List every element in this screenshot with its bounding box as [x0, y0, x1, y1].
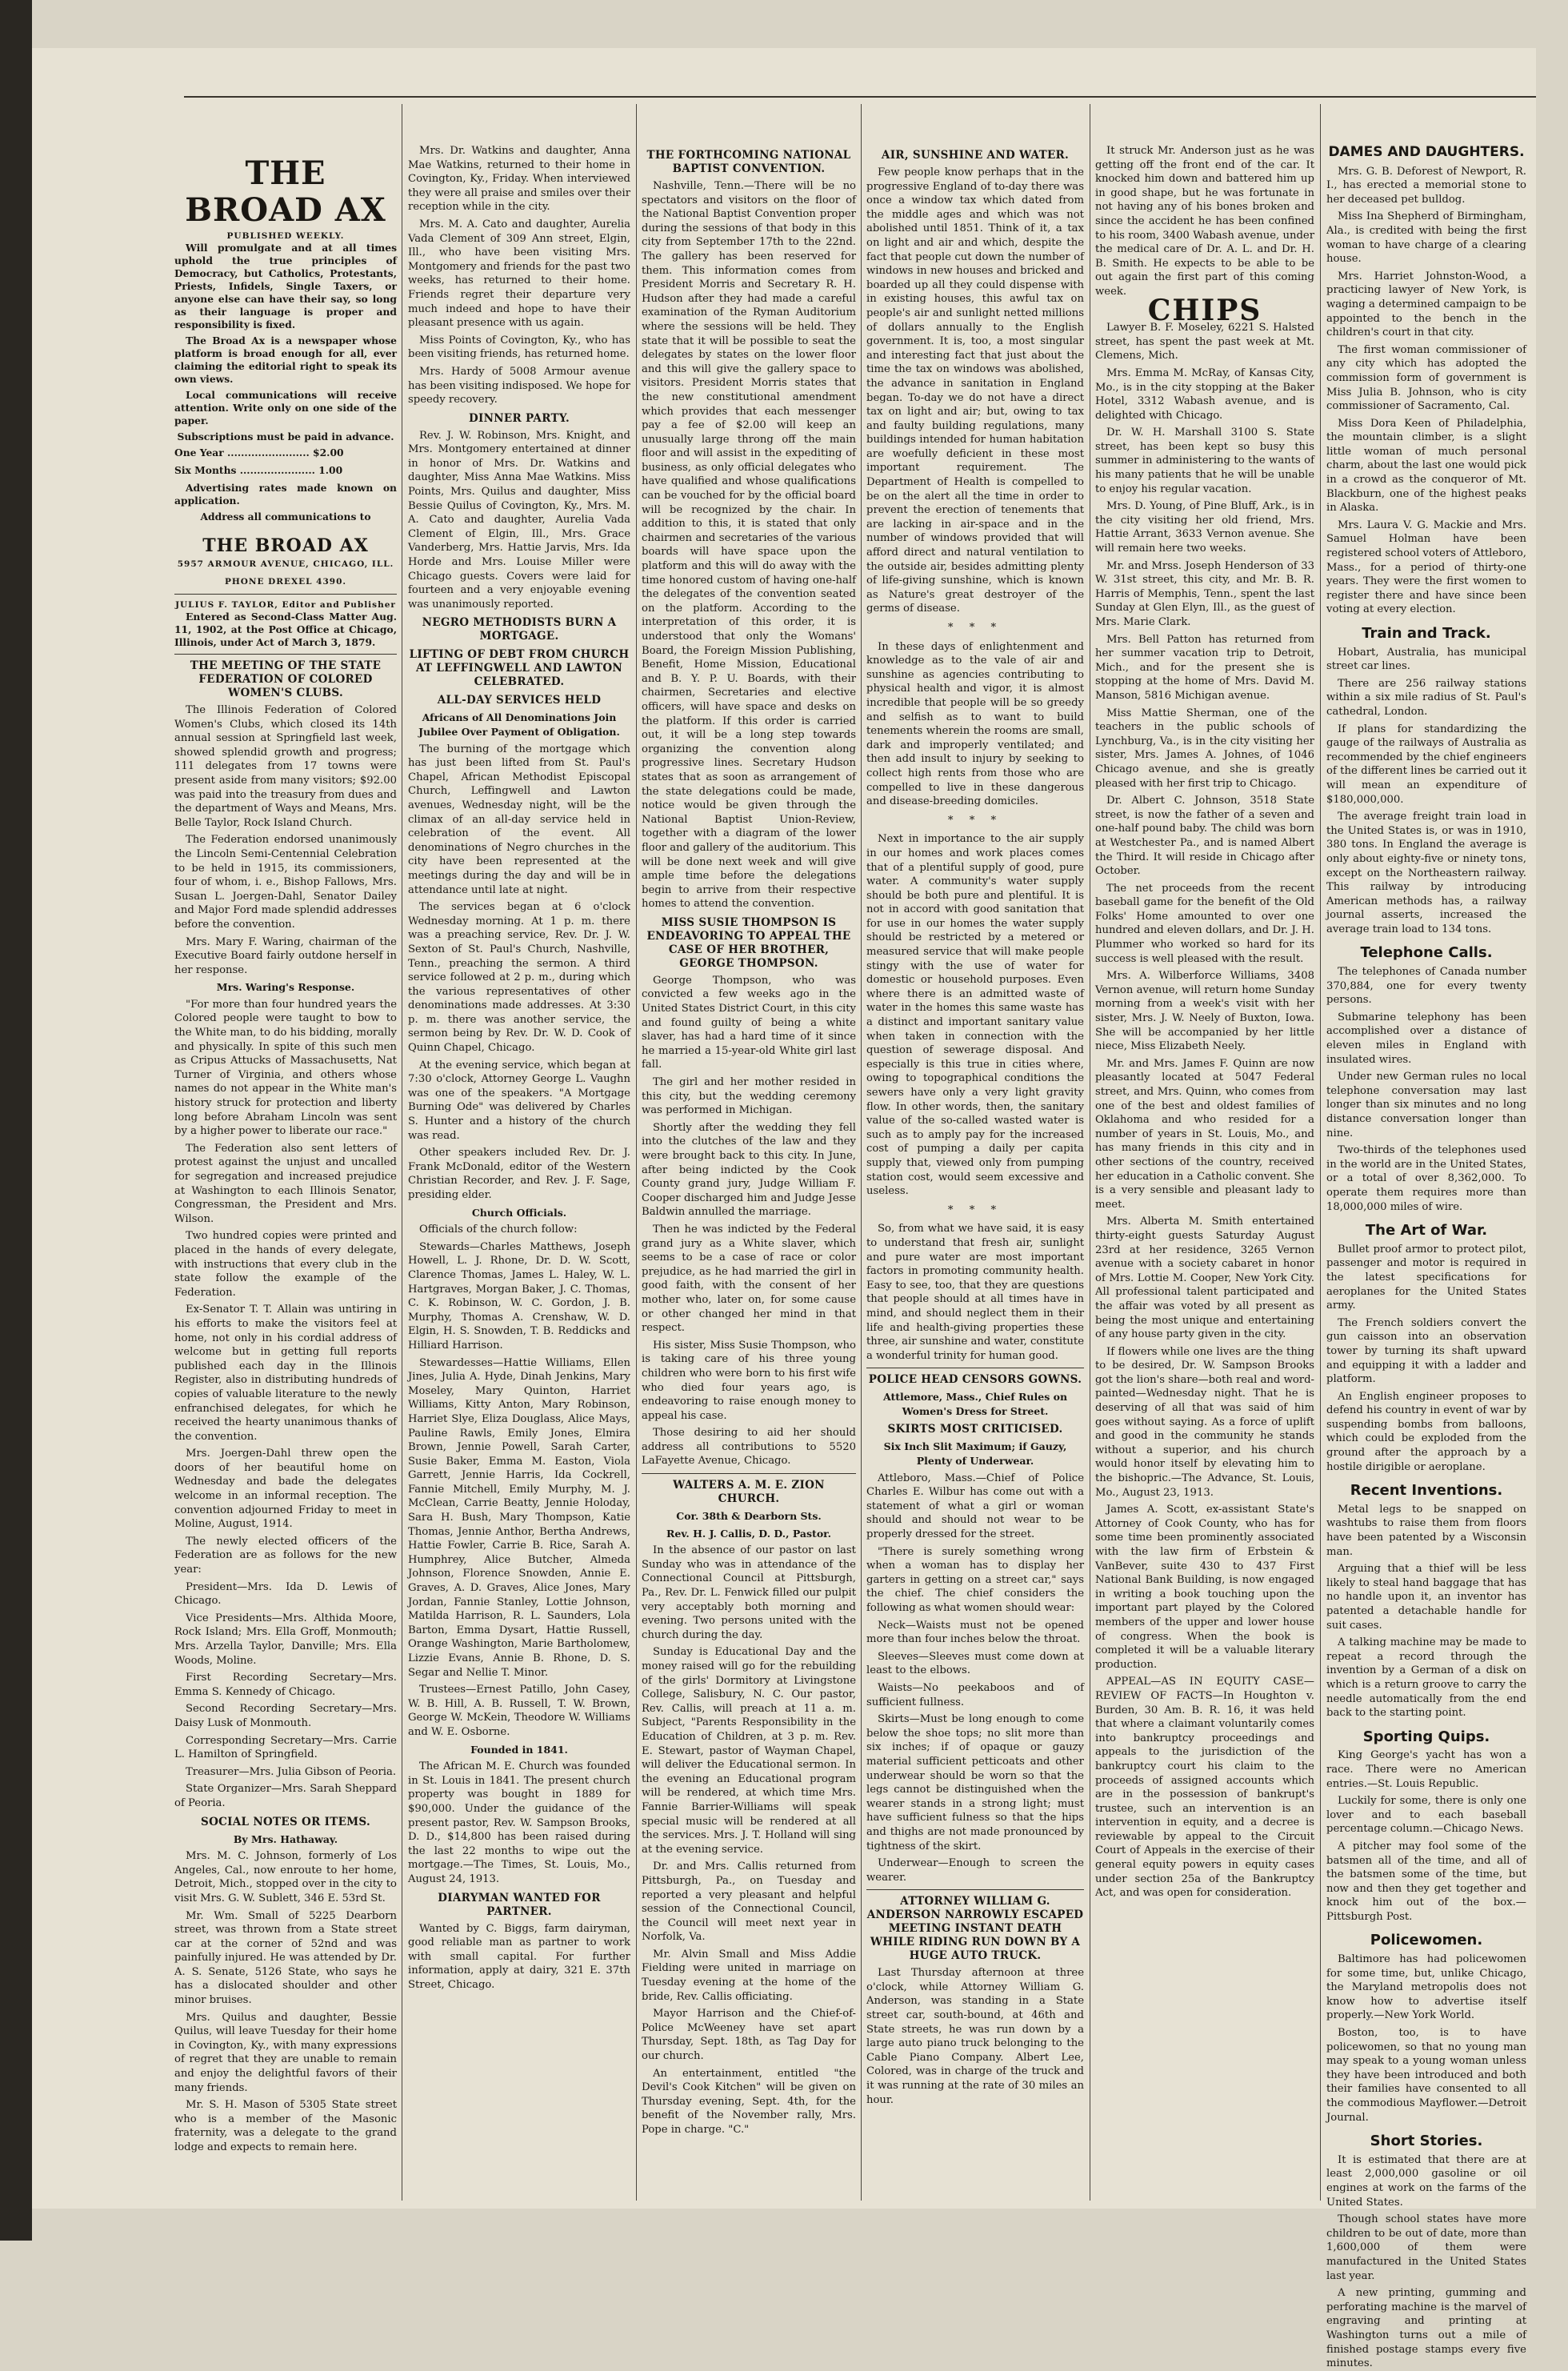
binding-gutter — [0, 0, 32, 2241]
headline-telephone-calls: Telephone Calls. — [1360, 944, 1493, 962]
paragraph: APPEAL—AS IN EQUITY CASE—REVIEW OF FACTS—In Houghton v. Burden, 30 Am. B. R. 16, it was held that where a claimant voluntarily comes into bankruptcy proceedings and appeals to the jurisdiction of the bankruptcy court his claim to the proceeds of assigned accounts which are in the possession of bankrupt's trustee, such an intervention is an intervention in equity, and a decree is reviewable by appeal to the Circuit Court of Appeals in the exercise of their general equity powers in equity cases under section 25a of the Bankruptcy Act, and was open for consideration. — [1095, 1676, 1314, 1900]
paragraph: In the absence of our pastor on last Sunday who was in attendance of the Connectional Council at Pittsburgh, Pa., Rev. Dr. L. Fenwick filled our pulpit very acceptably both morning and evening. Two persons united with the church during the day. — [642, 1544, 856, 1641]
paragraph: Baltimore has had policewomen for some time, but, unlike Chicago, the Maryland metropolis does not know how to advertise itself properly.—New York World. — [1326, 1953, 1526, 2022]
paragraph: The Illinois Federation of Colored Women's Clubs, which closed its 14th annual session at Springfield last week, showed splendid growth and progress; 111 delegates from 17 towns were present aside from many visitors; $92.00 was paid into the treasury from dues and the department of Ways and Means, Mrs. Belle Taylor, Rock Island Church. — [174, 704, 397, 829]
masthead-title: THE BROAD AX — [185, 154, 386, 229]
paragraph: King George's yacht has won a race. There were no American entries.—St. Louis Republic. — [1326, 1749, 1526, 1790]
column-rule — [861, 104, 862, 2201]
paragraph: Mrs. Emma M. McRay, of Kansas City, Mo., is in the city stopping at the Baker Hotel, 3312 Wabash avenue, and is delighted with Chicago. — [1095, 366, 1314, 422]
officer-line: Treasurer—Mrs. Julia Gibson of Peoria. — [186, 1765, 397, 1778]
paragraph: An entertainment, entitled "the Devil's Cook Kitchen" will be given on Thursday evening, Sept. 4th, for the benefit of the November rally, Mrs. Pope in charge. "C." — [642, 2067, 856, 2136]
headline-sporting-quips: Sporting Quips. — [1362, 1728, 1490, 1745]
masthead-address-all: Address all communications to — [200, 511, 371, 523]
paragraph: Attleboro, Mass.—Chief of Police Charles E. Wilbur has come out with a statement of what a girl or woman should and should not wear to be properly dressed for the street. — [866, 1472, 1084, 1541]
masthead-name: THE BROAD AX — [202, 535, 369, 556]
paragraph: Dr. and Mrs. Callis returned from Pittsburgh, Pa., on Tuesday and reported a very pleasant and helpful session of the Connectional Council, the Council will meet next year in Norfolk, Va. — [642, 1860, 856, 1944]
paragraph: The average freight train load in the United States is, or was in 1910, 380 tons. In England the average is only about eighty-five or ninety tons, except on the Northeastern railway. This railway by introducing American methods has, a railway journal asserts, increased the average train load to 134 tons. — [1326, 811, 1526, 935]
paragraph: Mrs. Quilus and daughter, Bessie Quilus, will leave Tuesday for their home in Covington, Ky., with many expressions of regret that they are unable to remain and enjoy the delightful favors of their many friends. — [174, 2011, 397, 2094]
paragraph: The girl and her mother resided in this city, but the wedding ceremony was performed in Michigan. — [642, 1076, 856, 1117]
paragraph: If plans for standardizing the gauge of the railways of Australia as recommended by the chief engineers of the different lines be carried out it will mean an expenditure of $180,000,000. — [1326, 723, 1526, 806]
paragraph: Dr. Albert C. Johnson, 3518 State street, is now the father of a seven and one-half pound baby. The child was born at Westchester Pa., and is named Albert the Third. It will reside in Chicago after October. — [1095, 795, 1314, 878]
paragraph: Ex-Senator T. T. Allain was untiring in his efforts to make the visitors feel at home, not only in his cordial address of welcome but in getting full reports published each day in the Illinois Register, also in distributing hundreds of copies of valuable literature to the newly enfranchised delegates, for which he received the hearty unanimous thanks of the convention. — [174, 1304, 397, 1443]
paragraph: Underwear—Enough to screen the wearer. — [866, 1857, 1084, 1884]
subhead-walters-address: Cor. 38th & Dearborn Sts. — [676, 1510, 822, 1523]
masthead-six-months: Six Months ...................... 1.00 — [174, 464, 343, 476]
paragraph: Mr. S. H. Mason of 5305 State street who is a member of the Masonic fraternity, was a delegate to the grand lodge and expects to remain here. — [174, 2099, 397, 2153]
paragraph: The French soldiers convert the gun caisson into an observation tower by turning its shaft upward and equipping it with a ladder and platform. — [1326, 1316, 1526, 1386]
headline-walters-church: WALTERS A. M. E. ZION CHURCH. — [673, 1479, 825, 1506]
paragraph: Waists—No peekaboos and of sufficient fullness. — [866, 1681, 1084, 1708]
paragraph: Lawyer B. F. Moseley, 6221 S. Halsted street, has spent the past week at Mt. Clemens, Mich. — [1095, 322, 1314, 362]
column-2 — [408, 144, 630, 2217]
paragraph: Mrs. M. C. Johnson, formerly of Los Angeles, Cal., now enroute to her home, Detroit, Mich., stopped over in the city to visit Mrs. G. W. Sublett, 346 E. 53rd St. — [174, 1850, 397, 1904]
masthead-advertising: Advertising rates made known on application. — [174, 482, 397, 507]
paragraph: A talking machine may be made to repeat a record through the invention by a German of a disk on which is a return groove to carry the needle automatically from the end back to the starting point. — [1326, 1636, 1526, 1720]
paragraph: Other speakers included Rev. Dr. J. Frank McDonald, editor of the Western Christian Recorder, and Rev. J. F. Sage, presiding elder. — [408, 1147, 630, 1201]
column-3 — [642, 144, 856, 2217]
paragraph: The Federation also sent letters of protest against the unjust and uncalled for segregation and increased prejudice at Washington to each Illinois Senator, Congressman, the President and Mrs. Wilson. — [174, 1142, 397, 1225]
divider — [642, 1473, 856, 1474]
officer-line: State Organizer—Mrs. Sarah Sheppard of Peoria. — [174, 1783, 397, 1809]
paragraph: Wanted by C. Biggs, farm dairyman, good reliable man as partner to work with small capital. For further information, apply at dairy, 321 E. 37th Street, Chicago. — [408, 1922, 630, 1991]
paragraph: Mayor Harrison and the Chief-of-Police McWeeney have set apart Thursday, Sept. 18th, as Tag Day for our church. — [642, 2008, 856, 2063]
paragraph: Officials of the church follow: — [419, 1224, 578, 1236]
paragraph: Two hundred copies were printed and placed in the hands of every delegate, with instructions that every club in the state follow the example of the Federation. — [174, 1230, 397, 1299]
headline-recent-inventions: Recent Inventions. — [1350, 1482, 1503, 1500]
masthead-platform: The Broad Ax is a newspaper whose platform is broad enough for all, ever claiming the editorial right to speak its own views. — [174, 334, 397, 385]
officer-line: Second Recording Secretary—Mrs. Daisy Lusk of Monmouth. — [174, 1703, 397, 1729]
paragraph: Mr. Alvin Small and Miss Addie Fielding were united in marriage on Tuesday evening at the home of the bride, Rev. Callis officiating. — [642, 1948, 856, 2003]
paragraph: "There is surely something wrong when a woman has to display her garters in getting on a street car," says the chief. The chief considers the following as what women should wear: — [866, 1545, 1084, 1614]
paragraph: Luckily for some, there is only one lover and to each baseball percentage column.—Chicago News. — [1326, 1795, 1526, 1836]
subhead-africans: Africans of All Denominations Join Jubilee Over Payment of Obligation. — [418, 711, 620, 738]
paragraph: Though school states have more children to be out of date, more than 1,600,000 of them were manufactured in the United States last year. — [1326, 2213, 1526, 2282]
paragraph: So, from what we have said, it is easy to understand that fresh air, sunlight and pure water are most important factors in promoting community health. Easy to see, too, that they are questions that people should at all times have in mind, and should neglect them in their life and health-giving properties these three, air sunshine and water, constitute a wonderful trinity for human good. — [866, 1223, 1084, 1362]
subhead-response: Mrs. Waring's Response. — [216, 981, 355, 994]
column-rule — [636, 104, 637, 2201]
header-rule — [184, 96, 1536, 98]
paragraph: Next in importance to the air supply in our homes and work places comes that of a plentiful supply of good, pure water. A community's water supply should be both pure and plentiful. It is not in accord with good sanitation that for use in our homes the water supply should be restricted by a metered or measured service that will make people stingy with the use of water for domestic or household purposes. Even where there is an admitted waste of water in the homes this same waste has a distinct and important sanitary value when taken in connection with the question of sewerage disposal. And especially is this true in cities where, owing to topographical conditions the sewers have only a very light gravity flow. In other words, then, the sanitary value of the so-called wasted water is such as to amply pay for the increased cost of pumping a daily per capita supply that, viewed only from pumping station cost, would seem excessive and useless. — [866, 833, 1084, 1198]
paragraph: Mrs. Mary F. Waring, chairman of the Executive Board fairly outdone herself in her response. — [174, 935, 397, 976]
subhead-social: By Mrs. Hathaway. — [233, 1832, 338, 1845]
paragraph: In these days of enlightenment and knowledge as to the vale of air and sunshine as agencies contributing to physical health and vigor, it is almost incredible that people will be so greedy and selfish as to want to build tenements wherein the rooms are small, dark and improperly ventilated; and then add insult to injury by seeking to collect high rents from those who are compelled to live in these dangerous and disease-breeding domiciles. — [866, 640, 1084, 808]
paragraph: Mr. and Mrss. Joseph Henderson of 33 W. 31st street, this city, and Mr. B. R. Harris of Memphis, Tenn., spent the last Sunday at Glen Elyn, Ill., as the guest of Mrs. Marie Clark. — [1095, 559, 1314, 628]
masthead-editor: JULIUS F. TAYLOR, Editor and Publisher — [175, 600, 396, 610]
paragraph: A new printing, gumming and perforating machine is the marvel of engraving and printing at Washington turns out a mile of finished postage stamps every five minutes. — [1326, 2287, 1526, 2370]
masthead-one-year: One Year ........................ $2.00 — [174, 447, 344, 459]
headline-police-gowns: POLICE HEAD CENSORS GOWNS. — [868, 1373, 1082, 1387]
headline-federation: THE MEETING OF THE STATE FEDERATION OF COLORED WOMEN'S CLUBS. — [190, 659, 382, 699]
headline-dinner: DINNER PARTY. — [468, 411, 570, 425]
paragraph: Arguing that a thief will be less likely to steal hand baggage that has no handle upon it, an inventor has patented a detachable handle for suit cases. — [1326, 1563, 1526, 1632]
paragraph: The services began at 6 o'clock Wednesday morning. At 1 p. m. there was a preaching service, Rev. Dr. J. W. Sexton of St. Paul's Church, Nashville, Tenn., preaching the sermon. A third service followed at 2 p. m., during which the various representatives of other denominations made addresses. At 3:30 p. m. there was another service, the sermon being by Rev. Dr. W. D. Cook of Quinn Chapel, Chicago. — [408, 901, 630, 1055]
column-1 — [174, 144, 397, 2217]
paragraph: His sister, Miss Susie Thompson, who is taking care of his three young children who were born to his first wife who died four years ago, is endeavoring to raise enough money to appeal his case. — [642, 1339, 856, 1422]
headline-dames-daughters: DAMES AND DAUGHTERS. — [1328, 144, 1525, 160]
paragraph: Mrs. Alberta M. Smith entertained thirty-eight guests Saturday August 23rd at her residence, 3265 Vernon avenue with a society cabaret in honor of Mrs. Lottie M. Cooper, New York City. All professional talent participated and the affair was voted by all present as being the most unique and entertaining of any house party given in the city. — [1095, 1216, 1314, 1341]
divider — [866, 1889, 1084, 1890]
paragraph: The telephones of Canada number 370,884, one for every twenty persons. — [1326, 966, 1526, 1007]
paragraph: Skirts—Must be long enough to come below the shoe tops; no slit more than six inches; if of opaque or gauzy material sufficient petticoats and other underwear should be worn so that the legs cannot be distinguished when the wearer stands in a strong light; must have sufficient fulness so that the hips and thighs are not made pronounced by tightness of the skirt. — [866, 1713, 1084, 1852]
paragraph: Nashville, Tenn.—There will be no spectators and visitors on the floor of the National Baptist Convention proper during the sessions of that body in this city from September 17th to the 22nd. The gallery has been reserved for them. This information comes from President Morris and Secretary R. H. Hudson after they had made a careful examination of the Ryman Auditorium where the sessions will be held. They state that it will be possible to seat the delegates by states on the lower floor and this will give the gallery space to visitors. President Morris states that the new constitutional amendment which provides that each messenger pay a fee of $2.00 will keep an unusually large throng off the main floor and will assist in the expediting of business, as only official delegates who have qualified and whose qualifications can be vouched for by the official board will be recognized by the chair. In addition to this, it is stated that only chairmen and secretaries of the various boards will have space upon the platform and this will do away with the time honored custom of having one-half the delegates of the convention seated on the platform. According to the interpretation of this order, it is understood that only the Womans' Board, the Foreign Mission Publishing, Benefit, Home Mission, Educational and B. Y. P. U. Boards, with their chairmen, Secretaries and elective officers, will have space and desks on the platform. If this order is carried out, it will be a long step towards organizing the convention along progressive lines. Secretary Hudson states that as soon as arrangement of the state delegations could be made, notice would be given through the National Baptist Union-Review, together with a diagram of the lower floor and gallery of the auditorium. This will be done next week and will give ample time before the delegations begin to arrive from their respective homes to attend the convention. — [642, 180, 856, 911]
paragraph: Shortly after the wedding they fell into the clutches of the law and they were brought back to this city. In June, after being indicted by the Cook County grand jury, Judge William F. Cooper discharged him and Judge Jesse Baldwin annulled the marriage. — [642, 1121, 856, 1219]
officer-line: Vice Presidents—Mrs. Althida Moore, Rock Island; Mrs. Ella Groff, Monmouth; Mrs. Arzella Taylor, Danville; Mrs. Ella Woods, Moline. — [174, 1612, 397, 1667]
officer-line: First Recording Secretary—Mrs. Emma S. Kennedy of Chicago. — [174, 1672, 397, 1698]
masthead-entered: Entered as Second-Class Matter Aug. 11, 1902, at the Post Office at Chicago, Illinois, under Act of March 3, 1879. — [174, 611, 397, 648]
paragraph: Neck—Waists must not be opened more than four inches below the throat. — [866, 1619, 1084, 1646]
paragraph: Two-thirds of the telephones used in the world are in the United States, or a total of over 8,362,000. To operate them requires more than 18,000,000 miles of wire. — [1326, 1144, 1526, 1213]
paragraph: Miss Points of Covington, Ky., who has been visiting friends, has returned home. — [408, 334, 630, 361]
subhead-officials: Church Officials. — [471, 1206, 567, 1219]
paragraph: Sleeves—Sleeves must come down at least to the elbows. — [866, 1650, 1084, 1677]
paragraph: George Thompson, who was convicted a few weeks ago in the United States District Court, in this city and found guilty of being a white slaver, has had a hard time of it since he married a 15-year-old White girl last fall. — [642, 974, 856, 1071]
column-rule — [1320, 104, 1321, 2201]
officer-line: Corresponding Secretary—Mrs. Carrie L. Hamilton of Springfield. — [174, 1734, 397, 1761]
subhead-skirts: Six Inch Slit Maximum; if Gauzy, Plenty of Underwear. — [883, 1440, 1067, 1468]
headline-all-day: ALL-DAY SERVICES HELD — [437, 694, 602, 707]
paragraph: There are 256 railway stations within a six mile radius of St. Paul's cathedral, London. — [1326, 677, 1526, 718]
subhead-walters-pastor: Rev. H. J. Callis, D. D., Pastor. — [666, 1527, 831, 1540]
masthead-phone: PHONE DREXEL 4390. — [224, 577, 347, 587]
headline-lifting-debt: LIFTING OF DEBT FROM CHURCH AT LEFFINGWELL AND LAWTON CELEBRATED. — [409, 648, 630, 689]
paragraph: Metal legs to be snapped on washtubs to raise them from floors have been patented by a Wisconsin man. — [1326, 1503, 1526, 1558]
headline-attorney-anderson: ATTORNEY WILLIAM G. ANDERSON NARROWLY ESCAPED MEETING INSTANT DEATH WHILE RIDING RUN DOWN BY A HUGE AUTO TRUCK. — [866, 1895, 1084, 1963]
paragraph: Dr. W. H. Marshall 3100 S. State street, has been kept so busy this summer in administering to the wants of his many patients that he will be unable to enjoy his regular vacation. — [1095, 427, 1314, 495]
paragraph: It struck Mr. Anderson just as he was getting off the front end of the car. It knocked him down and battered him up in good shape, but he was fortunate in not having any of his bones broken and since the accident he has been confined to his room, 3400 Wabash avenue, under the medical care of Dr. A. L. and Dr. H. B. Smith. He expects to be able to be out again the first part of this coming week. — [1095, 145, 1314, 298]
paragraph: Stewardesses—Hattie Williams, Ellen Jines, Julia A. Hyde, Dinah Jenkins, Mary Moseley, Mary Quinton, Harriet Williams, Kitty Anton, Mary Robinson, Harriet Slye, Eliza Douglass, Alice Mays, Pauline Rawls, Emily Jones, Elmira Brown, Jennie Powell, Sarah Carter, Susie Baker, Emma M. Easton, Viola Garrett, Jennie Harris, Ida Cockrell, Fannie Mitchell, Emily Murphy, M. J. McClean, Carrie Beatty, Jennie Holoday, Sara H. Bush, Mary Thompson, Katie Thomas, Jennie Anthor, Bertha Andrews, Hattie Fowler, Carrie B. Rice, Sarah A. Humphrey, Alice Butcher, Almeda Johnson, Florence Snowden, Annie E. Graves, A. D. Graves, Alice Jones, Mary Jordan, Fannie Stanley, Lottie Johnson, Matilda Harrison, R. L. Saunders, Lola Barton, Emma Dysart, Hattie Russell, Orange Washington, Marie Bartholomew, Lizzie Evans, Annie B. Rhone, D. S. Segar and Nellie T. Minor. — [408, 1356, 630, 1679]
separator-stars: * * * — [947, 1204, 1003, 1216]
paragraph: It is estimated that there are at least 2,000,000 gasoline or oil engines at work on the farms of the United States. — [1326, 2153, 1526, 2209]
masthead-subs: Subscriptions must be paid in advance. — [177, 431, 394, 443]
paragraph: Then he was indicted by the Federal grand jury as a White slaver, which seems to be a case of race or color prejudice, as he had married the girl in good faith, with the consent of her mother who, later on, for some cause or other changed her mind in that respect. — [642, 1223, 856, 1335]
column-4 — [866, 144, 1084, 2217]
headline-susie-thompson: MISS SUSIE THOMPSON IS ENDEAVORING TO APPEAL THE CASE OF HER BROTHER, GEORGE THOMPSON. — [646, 915, 851, 970]
paragraph: Miss Mattie Sherman, one of the teachers in the public schools of Lynchburg, Va., is in the city visiting her sister, Mrs. James A. Johnes, of 1046 Chicago avenue, and she is greatly pleased with her first trip to Chicago. — [1095, 707, 1314, 790]
paragraph: Mrs. Hardy of 5008 Armour avenue has been visiting indisposed. We hope for speedy recovery. — [408, 365, 630, 407]
paragraph: Mrs. Joergen-Dahl threw open the doors of her beautiful home on Wednesday and bade the delegates welcome in an informal reception. The convention adjourned Friday to meet in Moline, August, 1914. — [174, 1448, 397, 1531]
paragraph: Hobart, Australia, has municipal street car lines. — [1326, 646, 1526, 673]
headline-art-of-war: The Art of War. — [1365, 1222, 1488, 1240]
paragraph: Under new German rules no local telephone conversation may last longer than six minutes and no long distance conversation longer than nine. — [1326, 1071, 1526, 1139]
chips-heading: CHIPS — [1147, 293, 1262, 327]
headline-baptist-convention: THE FORTHCOMING NATIONAL BAPTIST CONVENTION. — [646, 149, 851, 175]
paragraph: Rev. J. W. Robinson, Mrs. Knight, and Mrs. Montgomery entertained at dinner in honor of Mrs. Dr. Watkins and daughter, Miss Anna Mae Watkins. Miss Points, Mrs. Quilus and daughter, Miss Bessie Quilus of Covington, Ky., Mrs. M. A. Cato and daughter, Aurelia Vada Clement of Elgin, Ill., Mrs. Grace Vanderberg, Mrs. Hattie Jarvis, Mrs. Ida Horde and Mrs. Louise Miller were Chicago guests. Covers were laid for fourteen and a very enjoyable evening was unanimously reported. — [408, 429, 630, 611]
paragraph: Mrs. M. A. Cato and daughter, Aurelia Vada Clement of 309 Ann street, Elgin, Ill., who have been visiting Mrs. Montgomery and friends for the past two weeks, has returned to their home. Friends regret their departure very much indeed and hope to have their pleasant presence with us again. — [408, 218, 630, 330]
masthead-address: 5957 ARMOUR AVENUE, CHICAGO, ILL. — [177, 559, 394, 569]
paragraph: Submarine telephony has been accomplished over a distance of eleven miles in England with insulated wires. — [1326, 1011, 1526, 1066]
paragraph: James A. Scott, ex-assistant State's Attorney of Cook County, who has for some time been prominently associated with the law firm of Erbstein & VanBever, suite 430 to 437 First National Bank Building, is now engaged in writing a book touching upon the important part played by the Colored members of the upper and lower house of congress. When the book is completed it will be a valuable literary production. — [1095, 1504, 1314, 1671]
paragraph: Boston, too, is to have policewomen, so that no young man may speak to a young woman unless they have been introduced and both their families have consented to all the commodious Mayflower.—Detroit Journal. — [1326, 2027, 1526, 2124]
paragraph: An English engineer proposes to defend his country in event of war by suspending bombs from balloons, which could be exploded from the ground after the approach by a hostile dirigible or aeroplane. — [1326, 1390, 1526, 1473]
paragraph: Those desiring to aid her should address all contributions to 5520 LaFayette Avenue, Chicago. — [642, 1427, 856, 1468]
paragraph: Mrs. G. B. Deforest of Newport, R. I., has erected a memorial stone to her deceased pet bulldog. — [1326, 165, 1526, 206]
headline-negro-methodists: NEGRO METHODISTS BURN A MORTGAGE. — [422, 616, 617, 643]
paragraph: Last Thursday afternoon at three o'clock, while Attorney William G. Anderson, was standing in a State street car, south-bound, at 46th and State streets, he was run down by a large auto piano truck belonging to the Cable Piano Company. Albert Lee, Colored, was in charge of the truck and it was running at the rate of 30 miles an hour. — [866, 1967, 1084, 2106]
paragraph: Mrs. A. Wilberforce Williams, 3408 Vernon avenue, will return home Sunday morning from a week's visit with her sister, Mrs. J. W. Neely of Buxton, Iowa. She will be accompanied by her little niece, Miss Elizabeth Neely. — [1095, 970, 1314, 1053]
subhead-founded: Founded in 1841. — [470, 1743, 568, 1756]
paragraph: Miss Ina Shepherd of Birmingham, Ala., is credited with being the first woman to have charge of a clearing house. — [1326, 210, 1526, 266]
paragraph: The newly elected officers of the Federation are as follows for the new year: — [174, 1535, 397, 1576]
paragraph: Trustees—Ernest Patillo, John Casey, W. B. Hill, A. B. Russell, T. W. Brown, George W. McKein, Theodore W. Williams and W. E. Osborne. — [408, 1684, 630, 1738]
paragraph: Stewards—Charles Matthews, Joseph Howell, L. J. Rhone, Dr. D. W. Scott, Clarence Thomas, James L. Haley, W. L. Hartgraves, Morgan Baker, J. C. Thomas, C. K. Robinson, W. C. Gordon, J. B. Murphy, Thomas A. Crenshaw, W. D. Elgin, H. S. Snowden, T. B. Reddicks and Hilliard Harrison. — [408, 1240, 630, 1352]
paragraph: The African M. E. Church was founded in St. Louis in 1841. The present church property was bought in 1889 for $90,000. Under the guidance of the present pastor, Rev. W. Sampson Brooks, D. D., $14,800 has been raised during the last 22 months to wipe out the mortgage.—The Times, St. Louis, Mo., August 24, 1913. — [408, 1760, 630, 1885]
separator-stars: * * * — [947, 814, 1003, 827]
column-6 — [1326, 136, 1526, 2370]
headline-short-stories: Short Stories. — [1370, 2133, 1483, 2150]
paragraph: Mr. and Mrs. James F. Quinn are now pleasantly located at 5047 Federal street, and Mrs. Quinn, who comes from one of the best and oldest families of Oklahoma and who resided for a number of years in St. Louis, Mo., and has many friends in this city and in other sections of the country, received her education in a Catholic convent. She is a very sensible and pleasant lady to meet. — [1095, 1057, 1314, 1211]
separator-stars: * * * — [947, 622, 1003, 634]
paragraph: If flowers while one lives are the thing to be desired, Dr. W. Sampson Brooks got the lion's share—both real and word-painted—Wednesday night. That he is deserving of all that was said of him goes without saying. As a force of uplift and good in the community he stands without a superior, and his church would honor itself by elevating him to the bishopric.—The Advance, St. Louis, Mo., August 23, 1913. — [1095, 1345, 1314, 1499]
headline-dairyman: DIARYMAN WANTED FOR PARTNER. — [438, 1891, 601, 1918]
paragraph: Mrs. D. Young, of Pine Bluff, Ark., is in the city visiting her old friend, Mrs. Hattie Arrant, 3633 Vernon avenue. She will remain here two weeks. — [1095, 500, 1314, 555]
masthead-comms: Local communications will receive attention. Write only on one side of the paper. — [174, 389, 397, 427]
paragraph: Mr. Wm. Small of 5225 Dearborn street, was thrown from a State street car at the corner of 52nd and was painfully injured. He was attended by Dr. A. S. Senate, 5126 State, who says he has a dislocated shoulder and other minor bruises. — [174, 1909, 397, 2007]
paragraph: Few people know perhaps that in the progressive England of to-day there was once a window tax which dated from the middle ages and which was not abolished until 1851. Think of it, a tax on light and air and which, despite the fact that people cut down the number of windows in new houses and bricked and boarded up all they could dispense with in existing houses, this awful tax on people's air and sunlight netted millions of dollars annually to the English government. It is, too, a most singular and interesting fact that just about the time the tax on windows was abolished, the advance in sanitation in England began. To-day we do not have a direct tax on light and air; but, owing to tax and faulty building regulations, many buildings intended for human habitation are woefully deficient in these most important requirement. The Department of Health is compelled to be on the alert all the time in order to prevent the erection of tenements that are lacking in air-space and in the number of windows provided that will afford direct and natural ventilation to the outside air, besides admitting plenty of life-giving sunshine, which is known as Nature's great destroyer of the germs of disease. — [866, 166, 1084, 615]
paragraph: Miss Dora Keen of Philadelphia, the mountain climber, is a slight little woman of much personal charm, about the last one would pick in a crowd as the conqueror of Mt. Blackburn, one of the highest peaks in Alaska. — [1326, 417, 1526, 515]
masthead-creed: Will promulgate and at all times uphold the true principles of Democracy, but Catholics, Protestants, Priests, Infidels, Single Taxers, or anyone else can have their say, so long as their language is proper and responsibility is fixed. — [174, 242, 397, 330]
paragraph: The Federation endorsed unanimously the Lincoln Semi-Centennial Celebration to be held in 1915, its commissioners, four of whom, i. e., Bishop Fallows, Mrs. Susan L. Joergen-Dahl, Senator Dailey and Major Ford made splendid addresses before the convention. — [174, 834, 397, 931]
headline-policewomen: Policewomen. — [1370, 1932, 1483, 1949]
paragraph: "For more than four hundred years the Colored people were taught to bow to the White man, to do his bidding, morally and physically. In spite of this such men as Cripus Attucks of Massachusetts, Nat Turner of Virginia, and others whose names do not appear in the White man's history struck for protection and liberty long before Abraham Lincoln was sent by a higher power to liberate our race." — [174, 998, 397, 1138]
paragraph: Sunday is Educational Day and the money raised will go for the rebuilding of the girls' Dormitory at Livingstone College, Salisbury, N. C. Our pastor, Rev. Callis, will preach at 11 a. m. Subject, "Parents Responsibility in the Education of Children, at 3 p. m. Rev. E. Stewart, pastor of Wayman Chapel, will deliver the Educational sermon. In the evening an Educational program will be rendered, at which time Mrs. Fannie Barrier-Williams will speak special music will be rendered at all the services. Mrs. J. T. Holland will sing at the evening service. — [642, 1646, 856, 1856]
subhead-police: Attlemore, Mass., Chief Rules on Women's Dress for Street. — [882, 1391, 1068, 1417]
column-5 — [1095, 144, 1314, 2217]
headline-train-track: Train and Track. — [1362, 625, 1491, 642]
paragraph: The first woman commissioner of any city which has adopted the commission form of government is Miss Julia B. Johnson, who is city commissioner of Sacramento, Cal. — [1326, 343, 1526, 413]
paragraph: Mrs. Bell Patton has returned from her summer vacation trip to Detroit, Mich., and for the present she is stopping at the home of Mrs. David M. Manson, 5816 Michigan avenue. — [1095, 633, 1314, 702]
officer-line: President—Mrs. Ida D. Lewis of Chicago. — [174, 1580, 397, 1608]
divider — [174, 594, 397, 595]
paragraph: Mrs. Dr. Watkins and daughter, Anna Mae Watkins, returned to their home in Covington, Ky., Friday. When interviewed they were all praise and smiles over their reception while in the city. — [408, 145, 630, 214]
paragraph: The burning of the mortgage which has just been lifted from St. Paul's Chapel, African Methodist Episcopal Church, Leffingwell and Lawton avenues, Wednesday night, will be the climax of an all-day service held in celebration of the event. All denominations of Negro churches in the city have been represented at the meetings during the day and will be in attendance until late at night. — [408, 743, 630, 896]
headline-air-sunshine-water: AIR, SUNSHINE AND WATER. — [881, 149, 1070, 162]
paragraph: Bullet proof armor to protect pilot, passenger and motor is required in the latest specifications for aeroplanes for the United States army. — [1326, 1243, 1526, 1312]
paragraph: The net proceeds from the recent baseball game for the benefit of the Old Folks' Home amounted to over one hundred and eleven dollars, and Dr. J. H. Plummer who worked so hard for its success is well pleased with the result. — [1095, 882, 1314, 965]
masthead-published: PUBLISHED WEEKLY. — [226, 231, 345, 241]
headline-skirts: SKIRTS MOST CRITICISED. — [887, 1423, 1063, 1436]
headline-social: SOCIAL NOTES OR ITEMS. — [201, 1815, 370, 1828]
divider — [174, 654, 397, 655]
paragraph: A pitcher may fool some of the batsmen all of the time, and all of the batsmen some of the time, but now and then they get together and knock him out of the box.—Pittsburgh Post. — [1326, 1840, 1526, 1923]
paragraph: Mrs. Laura V. G. Mackie and Mrs. Samuel Holman have been registered school voters of Attleboro, Mass., for a period of thirty-one years. They were the first women to register there and have since been voting at every election. — [1326, 519, 1526, 616]
paragraph: At the evening service, which began at 7:30 o'clock, Attorney George L. Vaughn was one of the speakers. "A Mortgage Burning Ode" was delivered by Charles S. Hunter and a history of the church was read. — [408, 1059, 630, 1142]
paragraph: Mrs. Harriet Johnston-Wood, a practicing lawyer of New York, is waging a determined campaign to be appointed to the bench in the children's court in that city. — [1326, 270, 1526, 339]
